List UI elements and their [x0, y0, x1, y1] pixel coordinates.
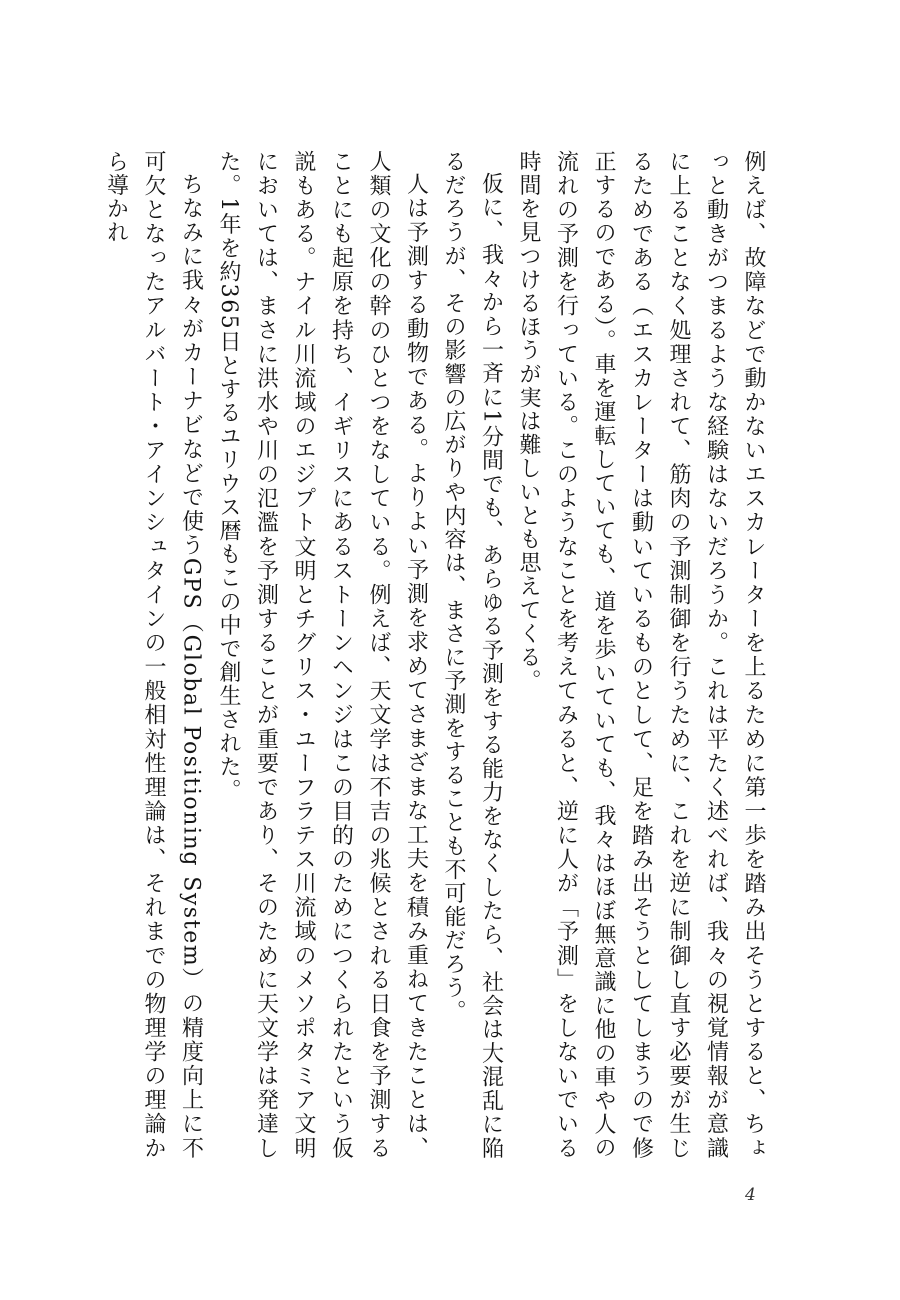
paragraph-one-minute	[435, 150, 510, 1160]
paragraph-text: 人は予測する動物である。よりよい予測を求めてさまざまな工夫を積み重ねてきたことは、人類の文化の幹のひとつをなしている。例えば、天文学は不吉の兆候とされる日食を予測することにも起原を持ち、イギリスにあるストーンヘンジはこの目的のためにつくられたという仮説もある。ナイル川流域のエジプト文明とチグリス・ユーフラテス川流域のメソポタミア文明においては、まさに洪水や川の氾濫を予測することが重要であり、そのために天文学は発達した。1年を約365日とするユリウス暦もこの中で創生された。	[216, 150, 429, 1160]
paragraph-indent	[180, 150, 202, 172]
paragraph-escalator	[510, 150, 773, 1160]
paragraph-text: ちなみに我々がカーナビなどで使うGPS（Global Positioning System）の精度向上に不可欠となったアルバート・アインシュタインの一般相対性理論は、それまでの物理学の理論から導かれ	[103, 150, 204, 1160]
paragraph-text: 仮に、我々から一斉に1分間でも、あらゆる予測をする能力をなくしたら、社会は大混乱に陥るだろうが、その影響の広がりや内容は、まさに予測をすることも不可能だろう。	[441, 150, 504, 1160]
paragraph-text: 例えば、故障などで動かないエスカレーターを上るために第一歩を踏み出そうとすると、ちょっと動きがつまるような経験はないだろうか。これは平たく述べれば、我々の視覚情報が意識に上ることなく処理されて、筋肉の予測制御を行うために、これを逆に制御し直す必要が生じるためである（エスカレーターは動いているものとして、足を踏み出そうとしてしまうので修正するのである）。車を運転していても、道を歩いていても、我々はほぼ無意識に他の車や人の流れの予測を行っている。このようなことを考えてみると、逆に人が「予測」をしないでいる時間を見つけるほうが実は難しいとも思えてくる。	[516, 150, 766, 1160]
paragraph-indent	[405, 150, 427, 172]
vertical-body-text	[103, 150, 772, 1160]
paragraph-prediction-animal	[210, 150, 435, 1160]
paragraph-indent	[480, 150, 502, 172]
page-number: 4	[745, 1185, 756, 1205]
paragraph-gps	[97, 150, 210, 1160]
